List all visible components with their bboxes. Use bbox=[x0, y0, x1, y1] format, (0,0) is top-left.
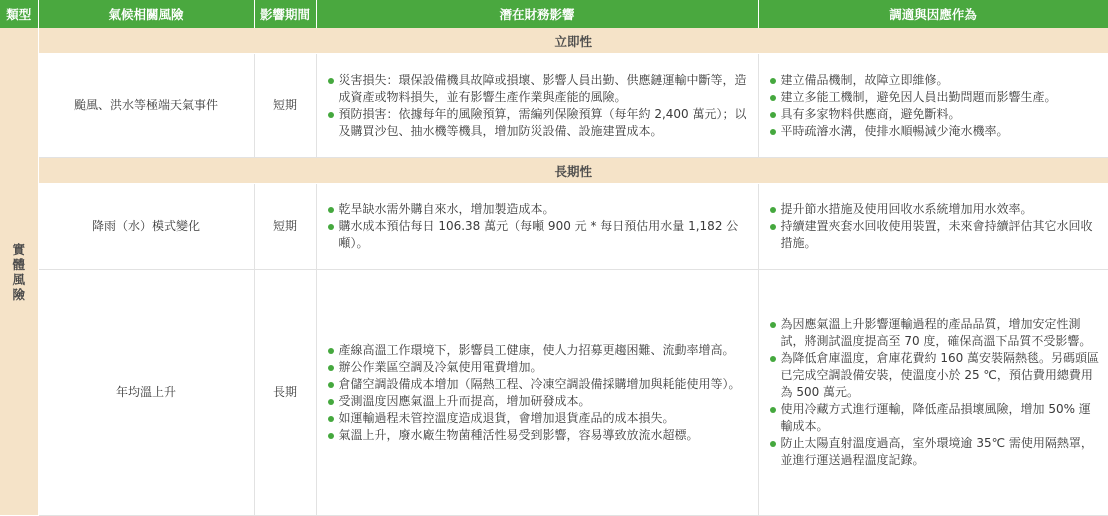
action-list bbox=[759, 316, 1108, 469]
table-row bbox=[0, 54, 1108, 158]
list-item: 防止太陽直射溫度過高，室外環境逾 35℃ 需使用隔熱罩，並進行運送過程溫度記錄。 bbox=[769, 435, 1100, 469]
list-item: 受測溫度因應氣溫上升而提高，增加研發成本。 bbox=[327, 393, 750, 410]
risk-cell: 年均溫上升 bbox=[38, 270, 254, 516]
section-row-long-term bbox=[0, 158, 1108, 184]
list-item: 建立多能工機制，避免因人員出勤問題而影響生產。 bbox=[769, 89, 1100, 106]
type-column bbox=[0, 28, 38, 516]
list-item: 提升節水措施及使用回收水系統增加用水效率。 bbox=[769, 201, 1100, 218]
action-list bbox=[759, 72, 1108, 140]
impact-cell bbox=[316, 184, 758, 270]
table-row bbox=[0, 270, 1108, 516]
header-impact: 潛在財務影響 bbox=[316, 0, 758, 28]
impact-cell bbox=[316, 54, 758, 158]
type-label: 實體風險 bbox=[12, 241, 25, 302]
header-period: 影響期間 bbox=[254, 0, 316, 28]
list-item: 災害損失：環保設備機具故障或損壞、影響人員出勤、供應鏈運輸中斷等，造成資產或物料損失，並有影響生產作業與產能的風險。 bbox=[327, 72, 750, 106]
action-cell bbox=[758, 270, 1108, 516]
list-item: 如運輸過程未管控溫度造成退貨，會增加退貨產品的成本損失。 bbox=[327, 410, 750, 427]
list-item: 預防損害：依據每年的風險預算，需編列保險預算（每年約 2,400 萬元）；以及購買沙包、抽水機等機具，增加防災設備、設施建置成本。 bbox=[327, 106, 750, 140]
list-item: 辦公作業區空調及冷氣使用電費增加。 bbox=[327, 359, 750, 376]
impact-cell bbox=[316, 270, 758, 516]
action-list bbox=[759, 201, 1108, 252]
table-row bbox=[0, 184, 1108, 270]
list-item: 購水成本預估每日 106.38 萬元（每噸 900 元 * 每日預估用水量 1,182 公噸）。 bbox=[327, 218, 750, 252]
impact-list bbox=[317, 201, 758, 252]
header-risk: 氣候相關風險 bbox=[38, 0, 254, 28]
risk-cell: 颱風、洪水等極端天氣事件 bbox=[38, 54, 254, 158]
list-item: 持續建置夾套水回收使用裝置，未來會持續評估其它水回收措施。 bbox=[769, 218, 1100, 252]
period-cell: 短期 bbox=[254, 54, 316, 158]
list-item: 為因應氣溫上升影響運輸過程的產品品質，增加安定性測試，將測試溫度提高至 70 度，確保高溫下品質不受影響。 bbox=[769, 316, 1100, 350]
list-item: 為降低倉庫溫度，倉庫花費約 160 萬安裝隔熱毯。另碼頭區已完成空調設備安裝，使溫度小於 25 ℃，預估費用總費用為 500 萬元。 bbox=[769, 350, 1100, 401]
section-long-term: 長期性 bbox=[38, 158, 1108, 184]
list-item: 倉儲空調設備成本增加（隔熱工程、冷凍空調設備採購增加與耗能使用等）。 bbox=[327, 376, 750, 393]
impact-list bbox=[317, 342, 758, 444]
period-cell: 短期 bbox=[254, 184, 316, 270]
list-item: 平時疏濬水溝，使排水順暢減少淹水機率。 bbox=[769, 123, 1100, 140]
list-item: 氣溫上升，廢水廠生物菌種活性易受到影響，容易導致放流水超標。 bbox=[327, 427, 750, 444]
header-action: 調適與因應作為 bbox=[758, 0, 1108, 28]
list-item: 乾旱缺水需外購自來水，增加製造成本。 bbox=[327, 201, 750, 218]
action-cell bbox=[758, 54, 1108, 158]
action-cell bbox=[758, 184, 1108, 270]
list-item: 具有多家物料供應商，避免斷料。 bbox=[769, 106, 1100, 123]
impact-list bbox=[317, 72, 758, 140]
section-immediate: 立即性 bbox=[38, 28, 1108, 54]
list-item: 產線高溫工作環境下，影響員工健康，使人力招募更趨困難、流動率增高。 bbox=[327, 342, 750, 359]
risk-cell: 降雨（水）模式變化 bbox=[38, 184, 254, 270]
list-item: 建立備品機制，故障立即維修。 bbox=[769, 72, 1100, 89]
header-type: 類型 bbox=[0, 0, 38, 28]
header-row bbox=[0, 0, 1108, 28]
period-cell: 長期 bbox=[254, 270, 316, 516]
list-item: 使用冷藏方式進行運輸，降低產品損壞風險，增加 50% 運輸成本。 bbox=[769, 401, 1100, 435]
section-row-immediate bbox=[0, 28, 1108, 54]
